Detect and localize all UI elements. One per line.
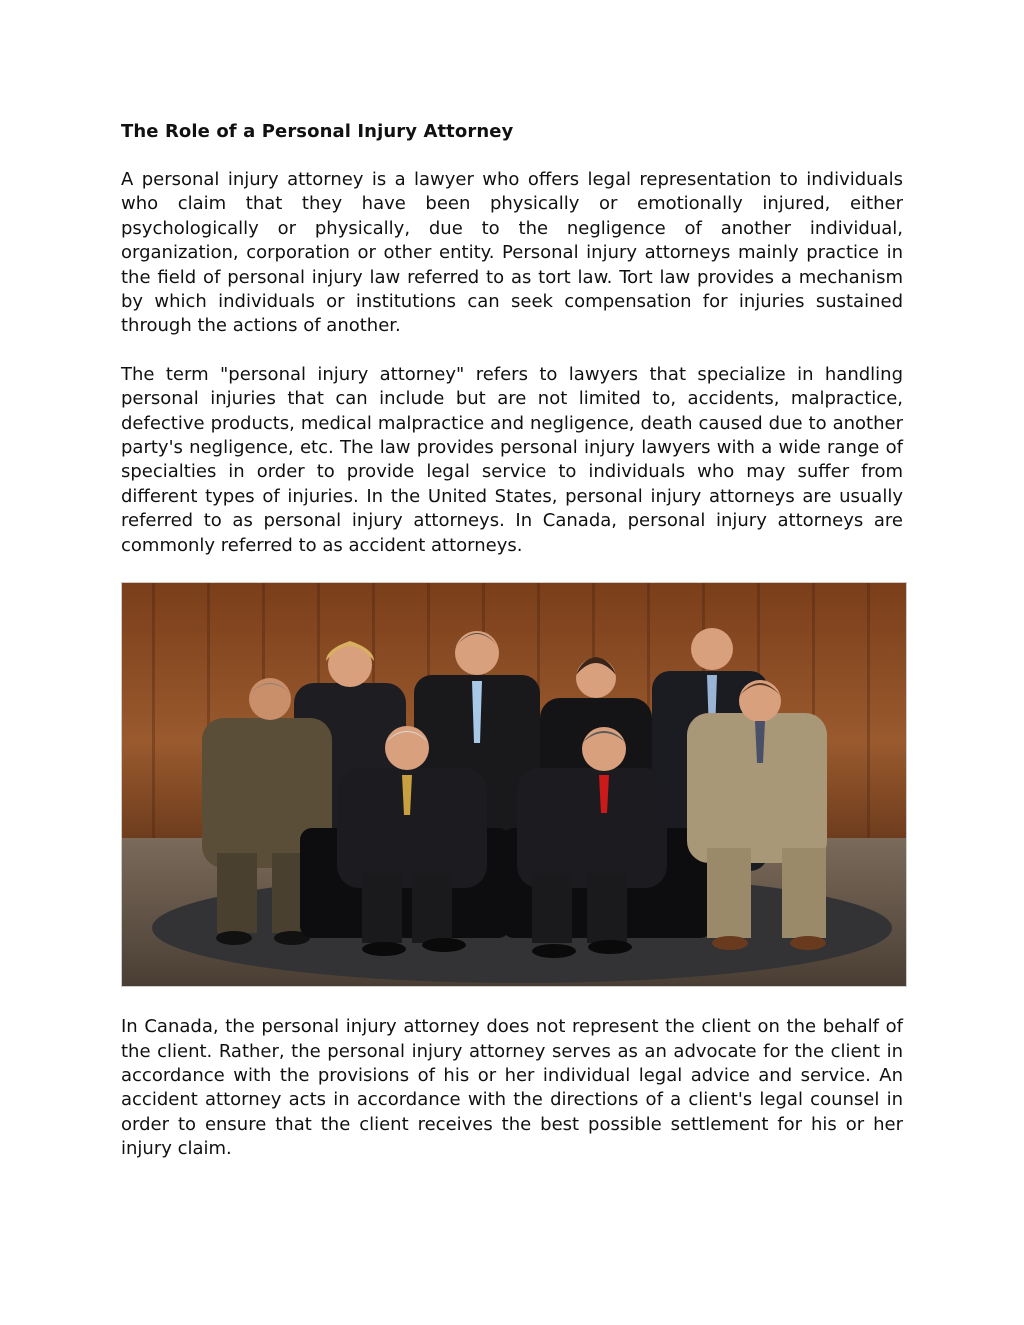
document-page [121,120,903,1186]
paragraph-canada: In Canada, the personal injury attorney does not represent the client on the behalf of the client. Rather, the personal injury attorney serves as an advocate for the client in accordance with the provisions of his or her individual legal advice and service. An accident attorney acts in accordance with the directions of a client's legal counsel in order to ensure that the client receives the best possible settlement for his or her injury claim. [121,1016,903,1160]
paragraph-intro: A personal injury attorney is a lawyer who offers legal representation to individuals who claim that they have been physically or emotionally injured, either psychologically or physically, due to the negligence of another individual, organization, corporation or other entity. Personal injury attorneys mainly practice in the field of personal injury law referred to as tort law. Tort law provides a mechanism by which individuals or institutions can seek compensation for injuries sustained through the actions of another. [121,169,903,337]
paragraph-term: The term "personal injury attorney" refers to lawyers that specialize in handling personal injuries that can include but are not limited to, accidents, malpractice, defective products, medical malpractice and negligence, death caused due to another party's negligence, etc. The law provides personal injury lawyers with a wide range of specialties in order to provide legal service to individuals who may suffer from different types of injuries. In the United States, personal injury attorneys are usually referred to as personal injury attorneys. In Canada, personal injury attorneys are commonly referred to as accident attorneys. [121,363,903,556]
team-photo [121,582,907,987]
document-title: The Role of a Personal Injury Attorney [121,121,514,142]
